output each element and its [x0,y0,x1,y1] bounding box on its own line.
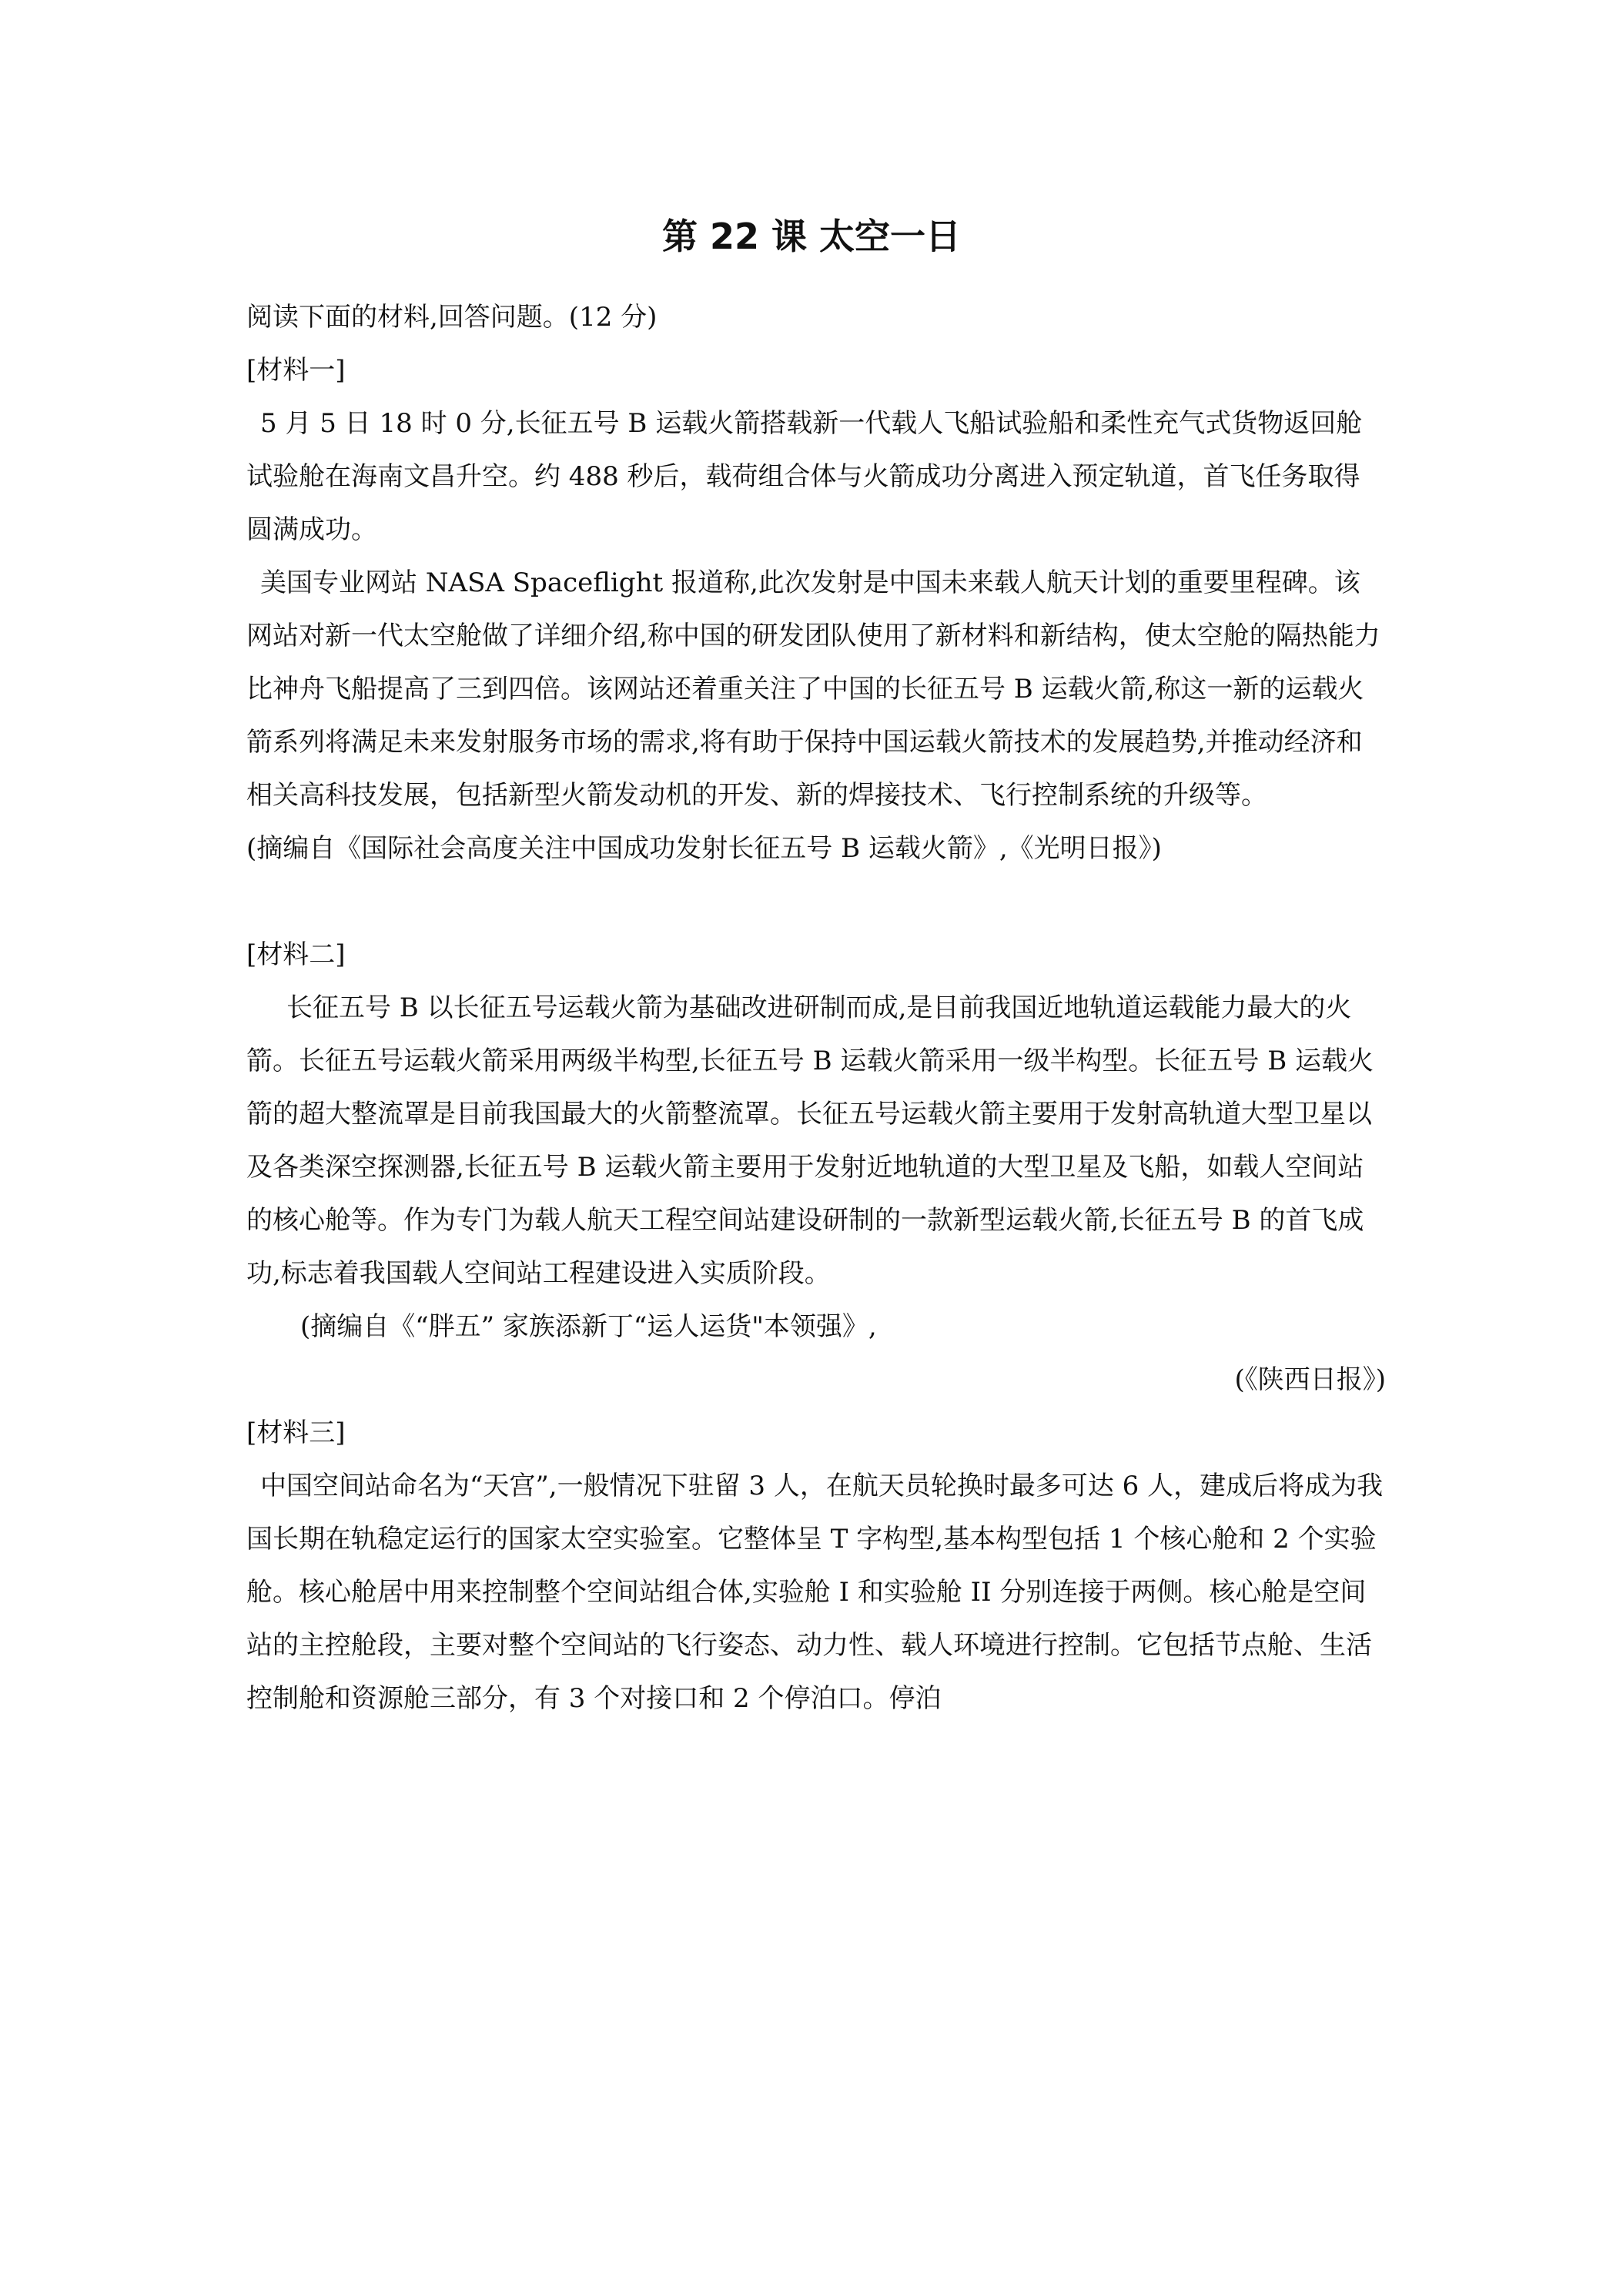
material2-source-line-1: (摘编自《“胖五” 家族添新丁“运人运货"本领强》, [300,1311,877,1342]
section-spacer [246,875,1386,929]
document-body [246,291,1386,1725]
material2-paragraph-1: 长征五号 B 以长征五号运载火箭为基础改进研制而成,是目前我国近地轨道运载能力最大的火箭。长征五号运载火箭采用两级半构型,长征五号 B 运载火箭采用一级半构型。长征五号 B 运载火箭的超大整流罩是目前我国最大的火箭整流罩。长征五号运载火箭主要用于发射高轨道大型卫星以及各类深空探测器,长征五号 B 运载火箭主要用于发射近地轨道的大型卫星及飞船，如载人空间站的核心舱等。作为专门为载人航天工程空间站建设研制的一款新型运载火箭,长征五号 B 的首飞成功,标志着我国载人空间站工程建设进入实质阶段。 [246,992,1374,1289]
material2-heading: [材料二] [246,939,346,970]
material2-source-line-2: (《陕西日报》) [1234,1364,1386,1395]
material1-paragraph-2: 美国专业网站 NASA Spaceflight 报道称,此次发射是中国未来载人航天计划的重要里程碑。该网站对新一代太空舱做了详细介绍,称中国的研发团队使用了新材料和新结构，使太空舱的隔热能力比神舟飞船提高了三到四倍。该网站还着重关注了中国的长征五号 B 运载火箭,称这一新的运载火箭系列将满足未来发射服务市场的需求,将有助于保持中国运载火箭技术的发展趋势,并推动经济和相关高科技发展，包括新型火箭发动机的开发、新的焊接技术、飞行控制系统的升级等。 [246,567,1380,811]
material1-heading: [材料一] [246,355,346,386]
instruction-text: 阅读下面的材料,回答问题。(12 分) [246,302,658,333]
material1-paragraph-1: 5 月 5 日 18 时 0 分,长征五号 B 运载火箭搭载新一代载人飞船试验船和柔性充气式货物返回舱试验舱在海南文昌升空。约 488 秒后，载荷组合体与火箭成功分离进入预定轨道，首飞任务取得圆满成功。 [246,408,1363,545]
material3-paragraph-1: 中国空间站命名为“天宫”,一般情况下驻留 3 人，在航天员轮换时最多可达 6 人，建成后将成为我国长期在轨稳定运行的国家太空实验室。它整体呈 T 字构型,基本构型包括 1 个核心舱和 2 个实验舱。核心舱居中用来控制整个空间站组合体,实验舱 I 和实验舱 II 分别连接于两侧。核心舱是空间站的主控舱段，主要对整个空间站的飞行姿态、动力性、载人环境进行控制。它包括节点舱、生活控制舱和资源舱三部分，有 3 个对接口和 2 个停泊口。停泊 [246,1471,1384,1714]
page-title: 第 22 课 太空一日 [661,216,962,257]
material1-source: (摘编自《国际社会高度关注中国成功发射长征五号 B 运载火箭》,《光明日报》) [246,833,1162,864]
material3-heading: [材料三] [246,1417,346,1448]
